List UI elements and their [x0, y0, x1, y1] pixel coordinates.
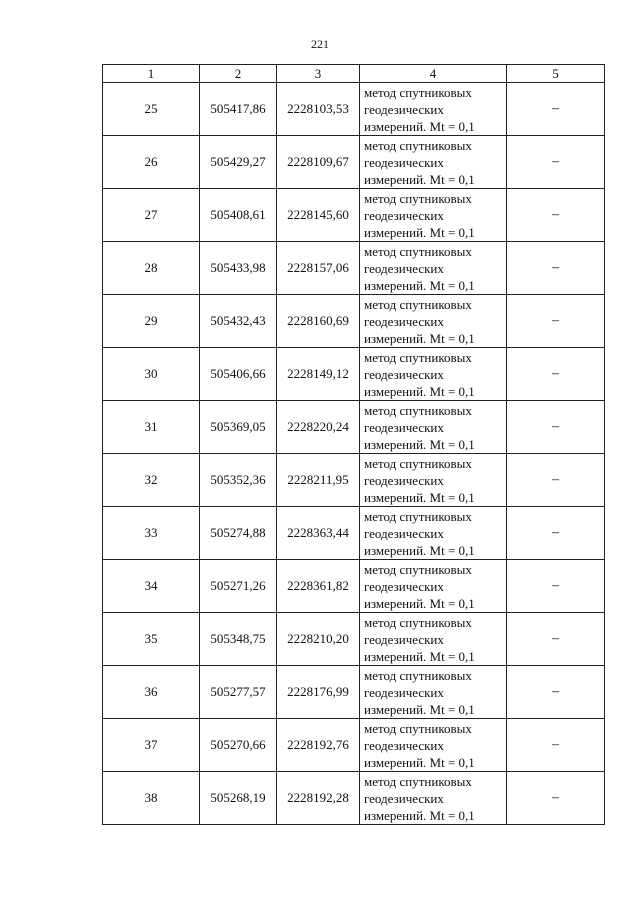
note-cell: – [507, 242, 605, 295]
method-line-2: геодезических [364, 366, 444, 382]
method-line-2: геодезических [364, 260, 444, 276]
method-line-3: измерений. Mt = 0,1 [364, 330, 475, 346]
method-line-3: измерений. Mt = 0,1 [364, 542, 475, 558]
note-cell: – [507, 401, 605, 454]
x-coordinate-cell: 505348,75 [200, 613, 277, 666]
point-number-cell: 26 [103, 136, 200, 189]
y-coordinate-cell: 2228176,99 [277, 666, 360, 719]
method-line-3: измерений. Mt = 0,1 [364, 648, 475, 664]
table-row [103, 189, 605, 242]
column-header-4: 4 [360, 65, 507, 83]
y-coordinate-cell: 2228192,76 [277, 719, 360, 772]
method-line-1: метод спутниковых [364, 190, 472, 206]
method-line-2: геодезических [364, 631, 444, 647]
note-cell: – [507, 772, 605, 825]
table-row [103, 507, 605, 560]
note-cell: – [507, 613, 605, 666]
method-line-1: метод спутниковых [364, 137, 472, 153]
y-coordinate-cell: 2228160,69 [277, 295, 360, 348]
method-cell [360, 719, 507, 772]
method-line-3: измерений. Mt = 0,1 [364, 277, 475, 293]
table-row [103, 295, 605, 348]
point-number-cell: 31 [103, 401, 200, 454]
method-cell [360, 83, 507, 136]
point-number-cell: 35 [103, 613, 200, 666]
note-cell: – [507, 666, 605, 719]
method-cell [360, 295, 507, 348]
column-header-3: 3 [277, 65, 360, 83]
method-line-2: геодезических [364, 154, 444, 170]
note-cell: – [507, 136, 605, 189]
point-number-cell: 27 [103, 189, 200, 242]
method-cell [360, 666, 507, 719]
y-coordinate-cell: 2228192,28 [277, 772, 360, 825]
method-cell [360, 454, 507, 507]
method-line-1: метод спутниковых [364, 402, 472, 418]
method-line-3: измерений. Mt = 0,1 [364, 224, 475, 240]
note-cell: – [507, 719, 605, 772]
method-line-2: геодезических [364, 101, 444, 117]
column-header-1: 1 [103, 65, 200, 83]
table-row [103, 401, 605, 454]
method-line-1: метод спутниковых [364, 508, 472, 524]
x-coordinate-cell: 505432,43 [200, 295, 277, 348]
method-line-3: измерений. Mt = 0,1 [364, 383, 475, 399]
x-coordinate-cell: 505433,98 [200, 242, 277, 295]
header-row [103, 65, 605, 83]
method-line-3: измерений. Mt = 0,1 [364, 436, 475, 452]
x-coordinate-cell: 505417,86 [200, 83, 277, 136]
point-number-cell: 28 [103, 242, 200, 295]
table-row [103, 242, 605, 295]
method-cell [360, 772, 507, 825]
note-cell: – [507, 189, 605, 242]
x-coordinate-cell: 505352,36 [200, 454, 277, 507]
table-row [103, 719, 605, 772]
y-coordinate-cell: 2228149,12 [277, 348, 360, 401]
y-coordinate-cell: 2228211,95 [277, 454, 360, 507]
method-line-2: геодезических [364, 578, 444, 594]
x-coordinate-cell: 505369,05 [200, 401, 277, 454]
x-coordinate-cell: 505274,88 [200, 507, 277, 560]
table-body [103, 83, 605, 825]
point-number-cell: 25 [103, 83, 200, 136]
table-row [103, 348, 605, 401]
coordinates-table [102, 64, 605, 825]
y-coordinate-cell: 2228103,53 [277, 83, 360, 136]
method-cell [360, 401, 507, 454]
method-line-1: метод спутниковых [364, 561, 472, 577]
point-number-cell: 32 [103, 454, 200, 507]
x-coordinate-cell: 505271,26 [200, 560, 277, 613]
y-coordinate-cell: 2228361,82 [277, 560, 360, 613]
y-coordinate-cell: 2228363,44 [277, 507, 360, 560]
method-line-3: измерений. Mt = 0,1 [364, 118, 475, 134]
method-line-2: геодезических [364, 472, 444, 488]
method-cell [360, 613, 507, 666]
page-number: 221 [311, 37, 329, 51]
method-line-1: метод спутниковых [364, 667, 472, 683]
table-row [103, 83, 605, 136]
table-row [103, 454, 605, 507]
note-cell: – [507, 454, 605, 507]
x-coordinate-cell: 505408,61 [200, 189, 277, 242]
column-header-5: 5 [507, 65, 605, 83]
method-cell [360, 242, 507, 295]
y-coordinate-cell: 2228145,60 [277, 189, 360, 242]
note-cell: – [507, 560, 605, 613]
x-coordinate-cell: 505429,27 [200, 136, 277, 189]
point-number-cell: 30 [103, 348, 200, 401]
method-line-2: геодезических [364, 419, 444, 435]
table-row [103, 772, 605, 825]
method-line-1: метод спутниковых [364, 349, 472, 365]
method-line-1: метод спутниковых [364, 296, 472, 312]
method-line-1: метод спутниковых [364, 773, 472, 789]
y-coordinate-cell: 2228220,24 [277, 401, 360, 454]
table-row [103, 136, 605, 189]
table-row [103, 666, 605, 719]
point-number-cell: 29 [103, 295, 200, 348]
point-number-cell: 34 [103, 560, 200, 613]
note-cell: – [507, 348, 605, 401]
method-line-1: метод спутниковых [364, 614, 472, 630]
y-coordinate-cell: 2228157,06 [277, 242, 360, 295]
method-line-3: измерений. Mt = 0,1 [364, 595, 475, 611]
method-cell [360, 507, 507, 560]
method-line-3: измерений. Mt = 0,1 [364, 807, 475, 823]
method-cell [360, 348, 507, 401]
method-line-1: метод спутниковых [364, 243, 472, 259]
method-line-3: измерений. Mt = 0,1 [364, 171, 475, 187]
method-line-3: измерений. Mt = 0,1 [364, 489, 475, 505]
point-number-cell: 33 [103, 507, 200, 560]
method-cell [360, 189, 507, 242]
note-cell: – [507, 83, 605, 136]
method-line-2: геодезических [364, 313, 444, 329]
method-line-2: геодезических [364, 790, 444, 806]
method-line-3: измерений. Mt = 0,1 [364, 754, 475, 770]
y-coordinate-cell: 2228109,67 [277, 136, 360, 189]
table-row [103, 560, 605, 613]
point-number-cell: 38 [103, 772, 200, 825]
method-line-3: измерений. Mt = 0,1 [364, 701, 475, 717]
column-header-2: 2 [200, 65, 277, 83]
point-number-cell: 36 [103, 666, 200, 719]
note-cell: – [507, 295, 605, 348]
method-cell [360, 136, 507, 189]
x-coordinate-cell: 505270,66 [200, 719, 277, 772]
point-number-cell: 37 [103, 719, 200, 772]
method-line-1: метод спутниковых [364, 720, 472, 736]
x-coordinate-cell: 505268,19 [200, 772, 277, 825]
note-cell: – [507, 507, 605, 560]
method-cell [360, 560, 507, 613]
method-line-1: метод спутниковых [364, 455, 472, 471]
table-row [103, 613, 605, 666]
method-line-2: геодезических [364, 525, 444, 541]
y-coordinate-cell: 2228210,20 [277, 613, 360, 666]
x-coordinate-cell: 505406,66 [200, 348, 277, 401]
method-line-2: геодезических [364, 207, 444, 223]
method-line-2: геодезических [364, 684, 444, 700]
method-line-1: метод спутниковых [364, 84, 472, 100]
table-header [103, 65, 605, 83]
method-line-2: геодезических [364, 737, 444, 753]
x-coordinate-cell: 505277,57 [200, 666, 277, 719]
